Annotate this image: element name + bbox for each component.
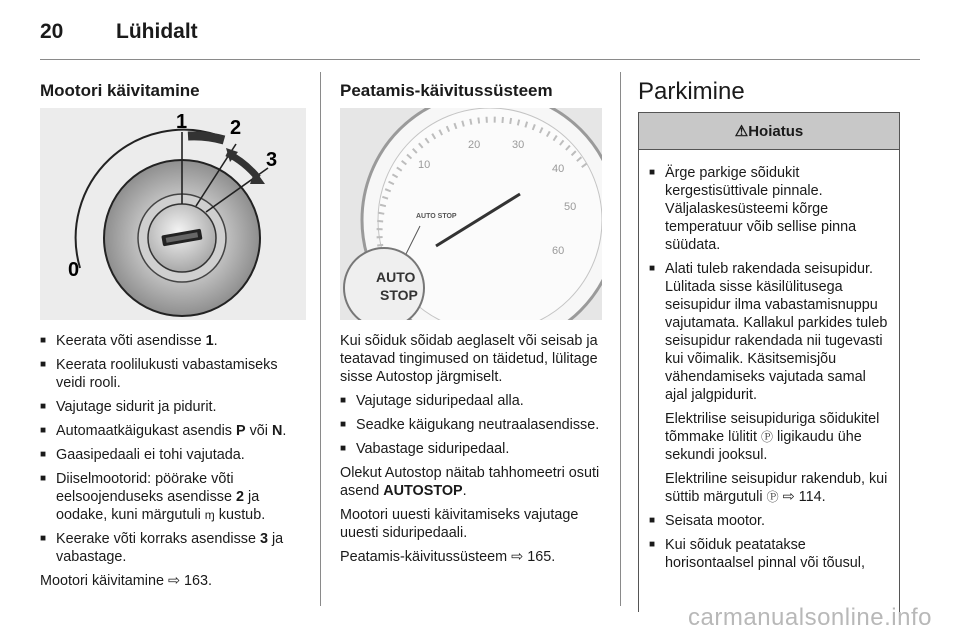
reference-stop-start[interactable]: Peatamis-käivitussüsteem ⇨ 165. <box>340 549 556 565</box>
section-heading-parking: Parkimine <box>638 78 745 105</box>
column-divider-2 <box>620 72 621 606</box>
restart-instruction: Mootori uuesti käivitamiseks vajutage uuesti siduripedaali. <box>340 507 579 541</box>
tick-label: 60 <box>552 245 565 257</box>
autostop-zoom-label-1: AUTO <box>376 269 416 285</box>
engine-start-instructions <box>40 332 306 590</box>
tick-label: 40 <box>552 163 565 175</box>
autostop-zoom-label-2: STOP <box>380 287 418 303</box>
page-reference-arrow-icon: ⇨ <box>782 489 795 505</box>
list-item: ■ Vajutage sidurit ja pidurit. <box>40 398 306 416</box>
warning-header <box>639 113 899 150</box>
page-header <box>40 16 198 48</box>
key-position-2-label: 2 <box>230 117 242 139</box>
list-item: ■ Gaasipedaali ei tohi vajutada. <box>40 446 306 464</box>
stop-start-intro: Kui sõiduk sõidab aeglaselt või seisab ja teatavad tingimused on täidetud, lülitage sisse Autostop järgmiselt. <box>340 333 598 385</box>
warning-title: Hoiatus <box>748 122 804 140</box>
autostop-status: Olekut Autostop näitab tahhomeetri osuti asend AUTOSTOP. <box>340 465 600 499</box>
page-number: 20 <box>40 20 64 43</box>
column-divider-1 <box>320 72 321 606</box>
column-stop-start <box>340 72 606 104</box>
list-item: ■ Kui sõiduk peatatakse horisontaalsel pinnal või tõusul, <box>649 536 889 572</box>
parking-brake-icon: Ⓟ <box>760 430 773 444</box>
key-position-3-label: 3 <box>266 149 278 171</box>
list-item: ■ Keerake võti korraks asendisse 3 ja vabastage. <box>40 530 306 566</box>
tick-label: 20 <box>468 139 481 151</box>
tick-label: 30 <box>512 139 525 151</box>
warning-triangle-icon: ⚠ <box>734 123 749 140</box>
tick-label: 50 <box>564 201 577 213</box>
column-engine-start <box>40 72 306 104</box>
column-parking <box>638 72 902 108</box>
warning-body <box>639 150 899 572</box>
reference-engine-start[interactable]: Mootori käivitamine ⇨ 163. <box>40 573 213 589</box>
warning-box <box>638 112 900 612</box>
parking-brake-icon: Ⓟ <box>766 490 779 504</box>
page-reference-arrow-icon: ⇨ <box>511 549 524 565</box>
key-position-0-label: 0 <box>68 259 80 281</box>
page-reference-arrow-icon: ⇨ <box>167 573 181 589</box>
chapter-title: Lühidalt <box>116 20 198 43</box>
list-item: ■ Ärge parkige sõidukit kergestisüttivale pinnale. Väljalaskesüsteemi kõrge temperatuur võib sellise pinna süüdata. <box>649 164 889 254</box>
list-item: ■ Seadke käigukang neutraalasendisse. <box>340 416 606 434</box>
key-position-1-label: 1 <box>176 111 188 133</box>
tachometer-figure <box>340 108 602 320</box>
list-item: ■ Vajutage siduripedaal alla. <box>340 392 606 410</box>
list-item: ■ Diiselmootorid: pöörake võti eelsoojenduseks asendisse 2 ja oodake, kuni märgutuli ɱ kustub. <box>40 470 306 524</box>
glow-plug-icon: ɱ <box>204 508 215 522</box>
list-item: ■ Alati tuleb rakendada seisupidur. Lülitada sisse käsilülitusega seisupidur ilma vabastamisnuppu vajutamata. Kallakul parkides tuleb seisupidur rakendada nii tugevasti kui võimalik. Käsitsemisjõu vähendamiseks vajutada samal ajal jalgpidurit. Elektrilise seisupiduriga sõidukitel tõmmake lülitit Ⓟ ligikaudu ühe sekundi jooksul. Elektriline seisupidur rakendub, kui süttib märgutuli Ⓟ ⇨ 114. <box>649 260 889 506</box>
stop-start-instructions <box>340 332 606 566</box>
section-heading-engine-start: Mootori käivitamine <box>40 81 200 100</box>
list-item: ■ Keerata roolilukusti vabastamiseks veidi rooli. <box>40 356 306 392</box>
list-item: ■ Automaatkäigukast asendis P või N. <box>40 422 306 440</box>
autostop-small-label: AUTO STOP <box>416 213 457 220</box>
watermark: carmanualsonline.info <box>688 604 932 631</box>
ignition-key-figure <box>40 108 306 320</box>
list-item: ■ Keerata võti asendisse 1. <box>40 332 306 350</box>
tick-label: 10 <box>418 159 431 171</box>
header-divider <box>40 59 920 60</box>
list-item: ■ Vabastage siduripedaal. <box>340 440 606 458</box>
section-heading-stop-start: Peatamis-käivitussüsteem <box>340 81 553 100</box>
list-item: ■ Seisata mootor. <box>649 512 889 530</box>
